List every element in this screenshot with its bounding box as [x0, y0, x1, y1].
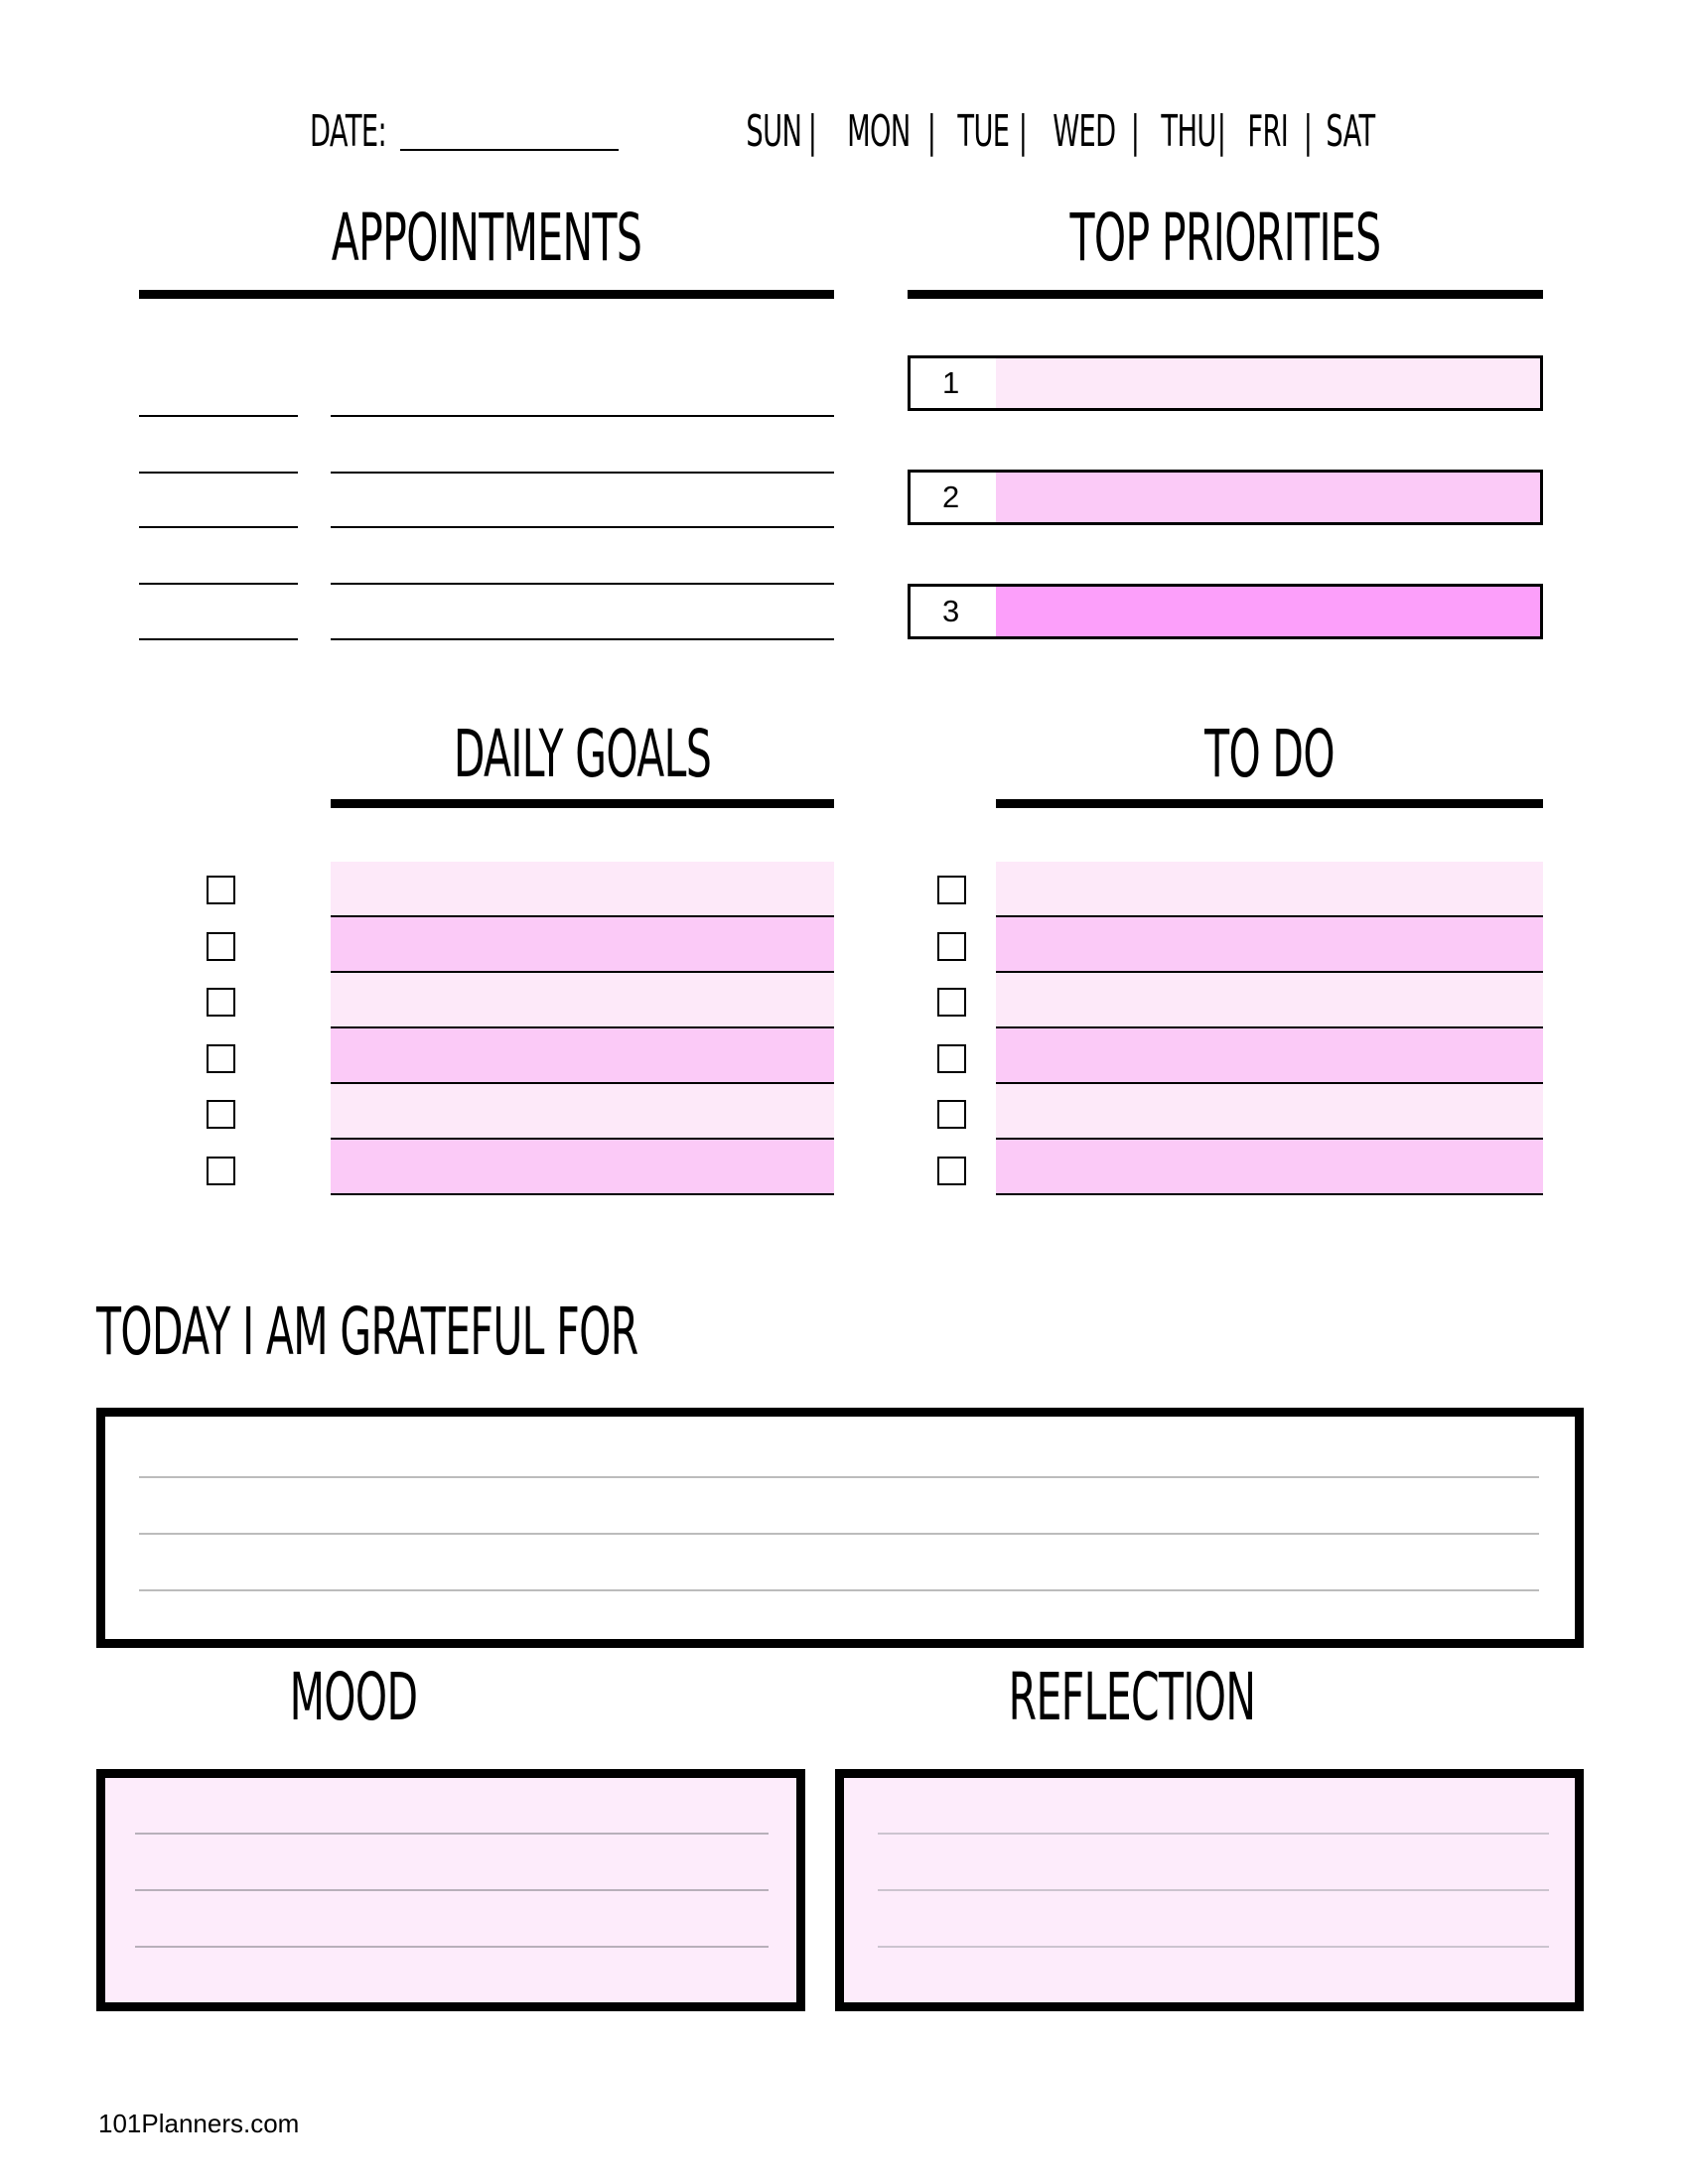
to-do-list	[996, 862, 1543, 1199]
top-priorities-heading: TOP PRIORITIES	[1069, 200, 1381, 276]
priority-number: 2	[911, 473, 996, 522]
priority-field[interactable]	[996, 587, 1540, 636]
mood-heading: MOOD	[289, 1659, 418, 1735]
appointment-entry-line[interactable]	[331, 638, 834, 640]
day-wed[interactable]: WED	[1053, 106, 1116, 157]
daily-goals-heading: DAILY GOALS	[453, 716, 712, 792]
day-separator: |	[1018, 106, 1028, 157]
to-do-checkbox[interactable]	[937, 1157, 966, 1185]
day-separator: |	[1216, 106, 1226, 157]
to-do-underline	[996, 799, 1543, 808]
daily-goals-list	[331, 862, 834, 1199]
goal-row[interactable]	[331, 917, 834, 973]
priority-field[interactable]	[996, 358, 1540, 408]
goal-row[interactable]	[331, 973, 834, 1028]
day-separator: |	[1130, 106, 1140, 157]
to-do-checkbox[interactable]	[937, 1044, 966, 1073]
top-priorities-underline	[908, 290, 1543, 299]
mood-box[interactable]	[96, 1769, 805, 2011]
goal-checkbox[interactable]	[207, 1044, 235, 1073]
day-separator: |	[1303, 106, 1313, 157]
priority-field[interactable]	[996, 473, 1540, 522]
writing-line	[135, 1946, 769, 1948]
appointment-time-line[interactable]	[139, 415, 298, 417]
day-thu[interactable]: THU	[1161, 106, 1216, 157]
footer-brand: 101Planners.com	[98, 2109, 300, 2138]
writing-line	[878, 1889, 1549, 1891]
writing-line	[139, 1476, 1539, 1478]
reflection-heading: REFLECTION	[1008, 1659, 1256, 1735]
daily-goals-underline	[331, 799, 834, 808]
to-do-checkbox[interactable]	[937, 932, 966, 961]
grateful-box[interactable]	[96, 1408, 1584, 1648]
to-do-row[interactable]	[996, 862, 1543, 917]
reflection-box[interactable]	[835, 1769, 1584, 2011]
appointment-time-line[interactable]	[139, 526, 298, 528]
to-do-row[interactable]	[996, 1140, 1543, 1195]
date-input-line[interactable]	[400, 149, 619, 151]
goal-checkbox[interactable]	[207, 876, 235, 904]
day-sat[interactable]: SAT	[1326, 106, 1375, 157]
goal-row[interactable]	[331, 1140, 834, 1195]
day-mon[interactable]: MON	[847, 106, 911, 157]
priority-item[interactable]	[908, 470, 1543, 525]
date-label: DATE:	[310, 106, 387, 157]
goal-row[interactable]	[331, 1028, 834, 1084]
goal-checkbox[interactable]	[207, 932, 235, 961]
writing-line	[878, 1833, 1549, 1835]
writing-line	[139, 1533, 1539, 1535]
day-fri[interactable]: FRI	[1247, 106, 1289, 157]
appointment-entry-line[interactable]	[331, 526, 834, 528]
appointment-entry-line[interactable]	[331, 472, 834, 474]
day-sun[interactable]: SUN	[746, 106, 802, 157]
to-do-checkbox[interactable]	[937, 876, 966, 904]
goal-checkbox[interactable]	[207, 1157, 235, 1185]
goal-checkbox[interactable]	[207, 1100, 235, 1129]
day-separator: |	[807, 106, 817, 157]
to-do-row[interactable]	[996, 1084, 1543, 1140]
grateful-heading: TODAY I AM GRATEFUL FOR	[96, 1294, 638, 1370]
to-do-row[interactable]	[996, 917, 1543, 973]
day-separator: |	[926, 106, 936, 157]
day-tue[interactable]: TUE	[957, 106, 1010, 157]
appointments-list	[139, 308, 834, 645]
appointments-underline	[139, 290, 834, 299]
appointment-entry-line[interactable]	[331, 583, 834, 585]
priority-number: 1	[911, 358, 996, 408]
writing-line	[878, 1946, 1549, 1948]
appointment-time-line[interactable]	[139, 472, 298, 474]
priority-number: 3	[911, 587, 996, 636]
to-do-checkbox[interactable]	[937, 1100, 966, 1129]
writing-line	[135, 1833, 769, 1835]
goal-row[interactable]	[331, 1084, 834, 1140]
to-do-heading: TO DO	[1204, 716, 1335, 792]
appointment-time-line[interactable]	[139, 583, 298, 585]
weekday-selector	[735, 106, 1375, 157]
writing-line	[135, 1889, 769, 1891]
goal-checkbox[interactable]	[207, 988, 235, 1017]
appointment-time-line[interactable]	[139, 638, 298, 640]
to-do-checkbox[interactable]	[937, 988, 966, 1017]
to-do-row[interactable]	[996, 1028, 1543, 1084]
priority-item[interactable]	[908, 355, 1543, 411]
to-do-row[interactable]	[996, 973, 1543, 1028]
appointment-entry-line[interactable]	[331, 415, 834, 417]
goal-row[interactable]	[331, 862, 834, 917]
writing-line	[139, 1589, 1539, 1591]
priority-item[interactable]	[908, 584, 1543, 639]
appointments-heading: APPOINTMENTS	[331, 200, 642, 276]
